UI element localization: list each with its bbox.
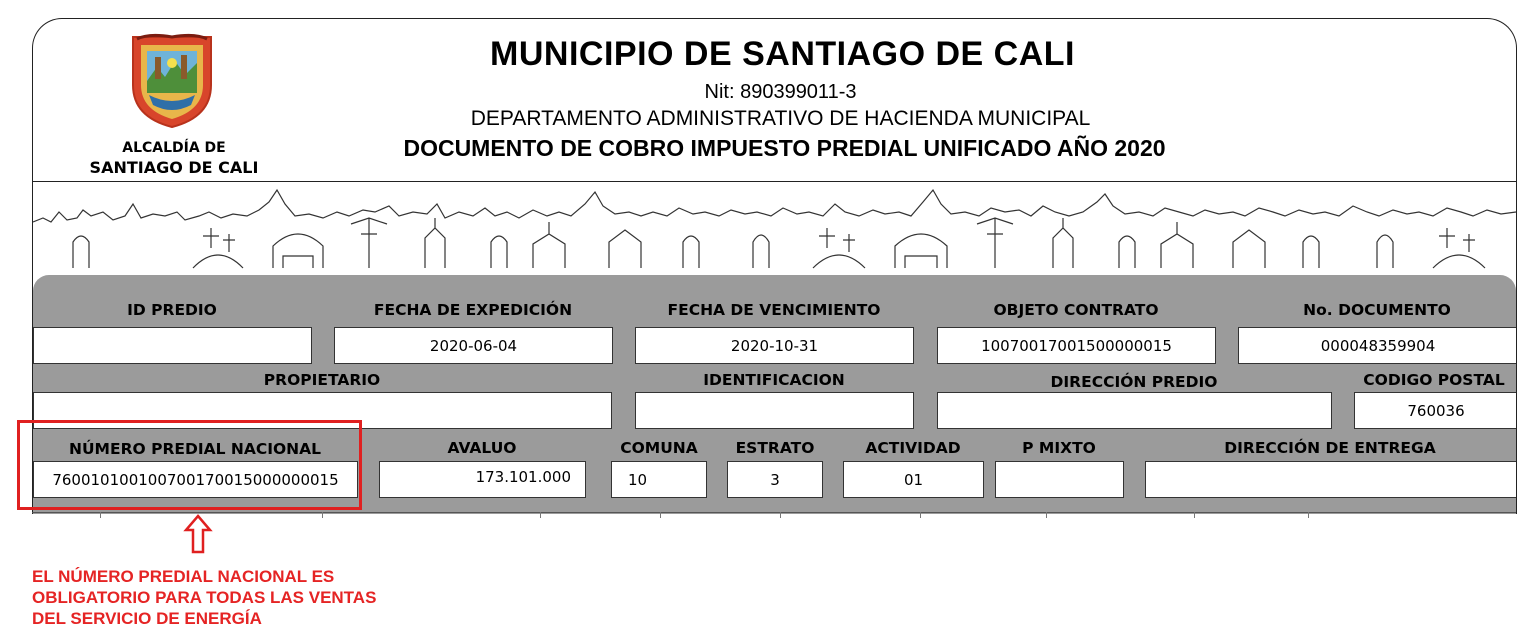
fecha-expedicion-label: FECHA DE EXPEDICIÓN xyxy=(373,301,573,319)
estrato-field[interactable]: 3 xyxy=(727,461,823,498)
actividad-label: ACTIVIDAD xyxy=(865,439,961,457)
codigo-postal-field[interactable]: 760036 xyxy=(1354,392,1517,429)
identificacion-field[interactable] xyxy=(635,392,914,429)
divider-tick xyxy=(1194,512,1195,518)
avaluo-label: AVALUO xyxy=(447,439,517,457)
p-mixto-label: P MIXTO xyxy=(1022,439,1096,457)
divider-tick xyxy=(1046,512,1047,518)
id-predio-field[interactable] xyxy=(33,327,312,364)
annotation-line: OBLIGATORIO PARA TODAS LAS VENTAS xyxy=(32,588,377,607)
no-documento-label: No. DOCUMENTO xyxy=(1303,301,1451,319)
divider-tick xyxy=(1308,512,1309,518)
actividad-field[interactable]: 01 xyxy=(843,461,984,498)
p-mixto-field[interactable] xyxy=(995,461,1124,498)
annotation-note xyxy=(32,566,452,629)
municipality-title: MUNICIPIO DE SANTIAGO DE CALI xyxy=(490,35,1075,73)
fecha-vencimiento-field[interactable]: 2020-10-31 xyxy=(635,327,914,364)
identificacion-label: IDENTIFICACION xyxy=(703,371,845,389)
divider-tick xyxy=(322,512,323,518)
estrato-label: ESTRATO xyxy=(735,439,815,457)
direccion-entrega-label: DIRECCIÓN DE ENTREGA xyxy=(1224,439,1436,457)
document-title: DOCUMENTO DE COBRO IMPUESTO PREDIAL UNIFICADO AÑO 2020 xyxy=(403,135,1166,161)
propietario-label: PROPIETARIO xyxy=(263,371,381,389)
annotation-line: DEL SERVICIO DE ENERGÍA xyxy=(32,609,262,628)
numero-predial-highlight-box xyxy=(17,420,362,510)
numero-predial-field[interactable]: 760010100100700170015000000015 xyxy=(33,461,358,498)
numero-predial-label: NÚMERO PREDIAL NACIONAL xyxy=(69,440,321,458)
department-name: DEPARTAMENTO ADMINISTRATIVO DE HACIENDA MUNICIPAL xyxy=(470,107,1091,130)
no-documento-field[interactable]: 000048359904 xyxy=(1238,327,1517,364)
divider-tick xyxy=(920,512,921,518)
direccion-predio-field[interactable] xyxy=(937,392,1332,429)
fecha-vencimiento-label: FECHA DE VENCIMIENTO xyxy=(667,301,881,319)
logo-text-line1: ALCALDÍA DE xyxy=(122,140,226,156)
direccion-entrega-field[interactable] xyxy=(1145,461,1517,498)
objeto-contrato-label: OBJETO CONTRATO xyxy=(993,301,1159,319)
up-arrow-icon xyxy=(183,514,213,554)
comuna-label: COMUNA xyxy=(620,439,698,457)
annotation-line: EL NÚMERO PREDIAL NACIONAL ES xyxy=(32,567,335,586)
city-skyline-illustration xyxy=(33,182,1516,275)
comuna-field[interactable]: 10 xyxy=(611,461,707,498)
fecha-expedicion-field[interactable]: 2020-06-04 xyxy=(334,327,613,364)
id-predio-label: ID PREDIO xyxy=(127,301,217,319)
codigo-postal-label: CODIGO POSTAL xyxy=(1363,371,1505,389)
divider-tick xyxy=(660,512,661,518)
divider-tick xyxy=(100,512,101,518)
nit-number: Nit: 890399011-3 xyxy=(704,81,857,103)
divider-tick xyxy=(540,512,541,518)
panel-bottom-line xyxy=(32,512,1516,513)
direccion-predio-label: DIRECCIÓN PREDIO xyxy=(1050,373,1218,391)
divider-tick xyxy=(780,512,781,518)
logo-text-line2: SANTIAGO DE CALI xyxy=(89,158,259,177)
avaluo-field[interactable]: 173.101.000 xyxy=(379,461,586,498)
objeto-contrato-field[interactable]: 10070017001500000015 xyxy=(937,327,1216,364)
